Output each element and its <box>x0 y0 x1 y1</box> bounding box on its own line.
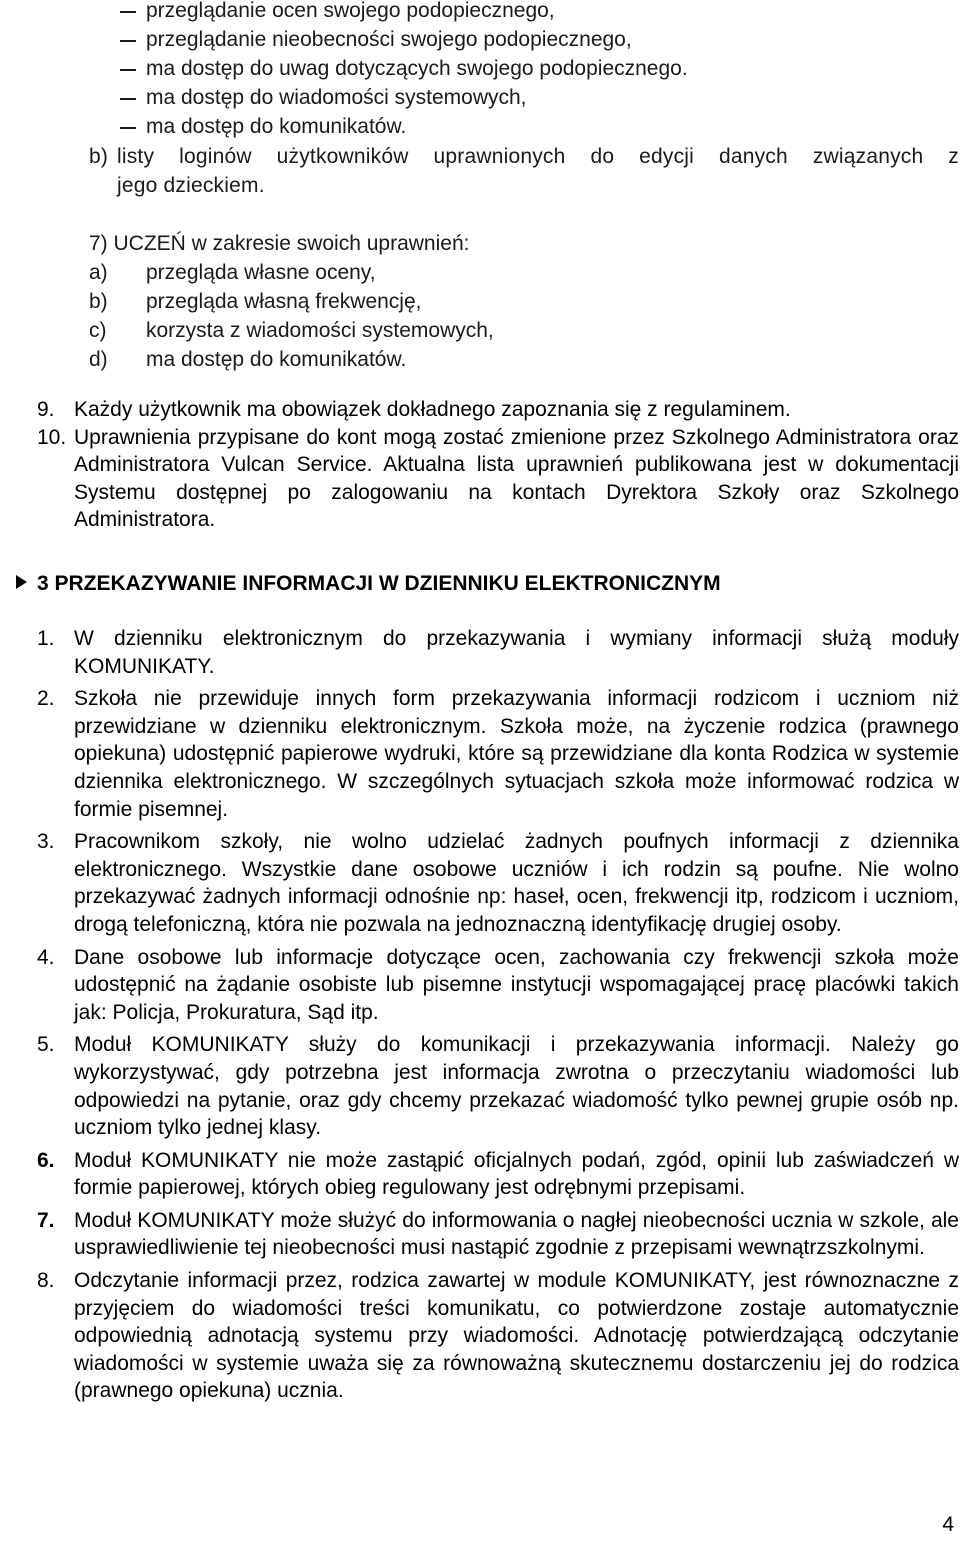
uczen-item <box>89 316 909 345</box>
numbered-item <box>37 1031 959 1141</box>
dash-item <box>120 112 940 141</box>
sub-item-b-text: listy loginów użytkowników uprawnionych do edycji danych związanych z <box>117 145 959 168</box>
dash-item-text: ma dostęp do komunikatów. <box>146 115 407 138</box>
item-number: 9. <box>37 398 55 421</box>
dash-bullet-icon <box>120 11 136 13</box>
dash-item-text: przeglądanie ocen swojego podopiecznego, <box>146 0 555 22</box>
uczen-item <box>89 345 909 374</box>
sub-item-b <box>89 142 959 200</box>
item-text: Moduł KOMUNIKATY służy do komunikacji i przekazywania informacji. Należy go wykorzystywać, gdy potrzebna jest informacja zwrotna o przeczytaniu wiadomości lub odpowiedzi na pytanie, oraz gdy chcemy przekazać wiadomość tylko pewnej grupie osób np. uczniom tylko jednej klasy. <box>74 1033 959 1140</box>
page-number: 4 <box>942 1513 954 1536</box>
dash-bullet-icon <box>120 69 136 71</box>
uczen-item-text: przegląda własną frekwencję, <box>146 290 422 313</box>
item-text: Uprawnienia przypisane do kont mogą zostać zmienione przez Szkolnego Administratora oraz Administratora Vulcan Service. Aktualna lista uprawnień publikowana jest w dokumentacji Systemu dostępnej po zalogowaniu na kontach Dyrektora Szkoły oraz Szkolnego Administratora. <box>74 425 959 532</box>
dash-item <box>120 83 940 112</box>
section-heading-text: 3 PRZEKAZYWANIE INFORMACJI W DZIENNIKU ELEKTRONICZNYM <box>37 572 721 595</box>
item-text: Odczytanie informacji przez, rodzica zawartej w module KOMUNIKATY, jest równoznaczne z przyjęciem do wiadomości treści komunikatu, co potwierdzone zostaje automatycznie odpowiednią adnotacją systemu przy wiadomości. Adnotację potwierdzającą odczytanie wiadomości w systemie uważa się za równoważną skutecznemu dostarczeniu jej do rodzica (prawnego opiekuna) ucznia. <box>74 1269 959 1403</box>
sub-item-b-line1 <box>89 142 959 171</box>
numbered-item <box>37 396 959 424</box>
numbered-item <box>37 1267 959 1405</box>
item-number: 1. <box>37 627 55 650</box>
arrow-bullet-icon <box>16 575 27 589</box>
item-number: 10. <box>37 425 67 449</box>
item-text: Pracownikom szkoły, nie wolno udzielać żadnych poufnych informacji z dziennika elektronicznego. Wszystkie dane osobowe uczniów i ich rodzin są poufne. Nie wolno przekazywać żadnych informacji odnośnie np: haseł, ocen, frekwencji itp, rodzicom i uczniom, drogą telefoniczną, która nie pozwala na jednoznaczną identyfikację drugiej osoby. <box>74 830 959 936</box>
uczen-item-text: korzysta z wiadomości systemowych, <box>146 319 494 342</box>
dash-bullet-icon <box>120 127 136 129</box>
uczen-item-text: ma dostęp do komunikatów. <box>146 348 407 371</box>
dash-item-text: ma dostęp do wiadomości systemowych, <box>146 86 527 109</box>
item-text: W dzienniku elektronicznym do przekazywania i wymiany informacji służą moduły KOMUNIKATY. <box>74 627 959 678</box>
item-text: Moduł KOMUNIKATY może służyć do informowania o nagłej nieobecności ucznia w szkole, ale usprawiedliwienie tej nieobecności musi nastąpić zgodnie z przepisami wewnątrzszkolnymi. <box>74 1208 959 1260</box>
numbered-item <box>37 1147 959 1202</box>
dash-list <box>120 0 940 141</box>
dash-item <box>120 54 940 83</box>
item-number: 8. <box>37 1269 55 1293</box>
numbered-item <box>37 828 959 938</box>
dash-item <box>120 25 940 54</box>
dash-item <box>120 0 940 25</box>
dash-item-text: ma dostęp do uwag dotyczących swojego podopiecznego. <box>146 57 688 80</box>
numbered-item <box>37 685 959 823</box>
uczen-heading: 7) UCZEŃ w zakresie swoich uprawnień: <box>89 232 470 255</box>
uczen-item <box>89 287 909 316</box>
numbered-item <box>37 424 959 534</box>
uczen-item-label: c) <box>89 319 107 342</box>
item-number: 4. <box>37 945 55 969</box>
numbered-item <box>37 1207 959 1262</box>
item-text: Szkoła nie przewiduje innych form przekazywania informacji rodzicom i uczniom niż przewidziane w dzienniku elektronicznym. Szkoła może, na życzenie rodzica (prawnego opiekuna) udostępnić papierowe wydruki, które są przewidziane dla konta Rodzica w systemie dziennika elektronicznego. W szczególnych sytuacjach szkoła może informować rodzica w formie pisemnej. <box>74 687 959 821</box>
uczen-item <box>89 258 909 287</box>
upper-numbered-list <box>37 396 959 534</box>
item-number: 2. <box>37 687 55 711</box>
item-number: 3. <box>37 830 55 854</box>
item-number: 5. <box>37 1033 55 1057</box>
section-numbered-list <box>37 625 959 1405</box>
dash-bullet-icon <box>120 40 136 42</box>
item-number: 6. <box>37 1148 55 1172</box>
numbered-item <box>37 944 959 1027</box>
uczen-item-text: przegląda własne oceny, <box>146 261 376 284</box>
uczen-section <box>89 229 909 374</box>
item-text: Każdy użytkownik ma obowiązek dokładnego zapoznania się z regulaminem. <box>74 398 791 421</box>
sub-item-b-line2: jego dzieckiem. <box>117 174 265 197</box>
item-text: Dane osobowe lub informacje dotyczące ocen, zachowania czy frekwencji szkoła może udostępnić na żądanie osobiste lub pisemne instytucji wspomagającej pracę placówki takich jak: Policja, Prokuratura, Sąd itp. <box>74 945 959 1024</box>
uczen-item-label: d) <box>89 348 108 371</box>
dash-item-text: przeglądanie nieobecności swojego podopiecznego, <box>146 28 632 51</box>
item-number: 7. <box>37 1208 55 1232</box>
dash-bullet-icon <box>120 98 136 100</box>
uczen-item-label: b) <box>89 290 108 313</box>
item-text: Moduł KOMUNIKATY nie może zastąpić oficjalnych podań, zgód, opinii lub zaświadczeń w formie papierowej, których obieg regulowany jest odrębnymi przepisami. <box>74 1148 959 1200</box>
uczen-item-label: a) <box>89 261 108 284</box>
section-heading <box>16 570 916 598</box>
sub-item-b-label: b) <box>89 145 109 168</box>
numbered-item <box>37 625 959 680</box>
